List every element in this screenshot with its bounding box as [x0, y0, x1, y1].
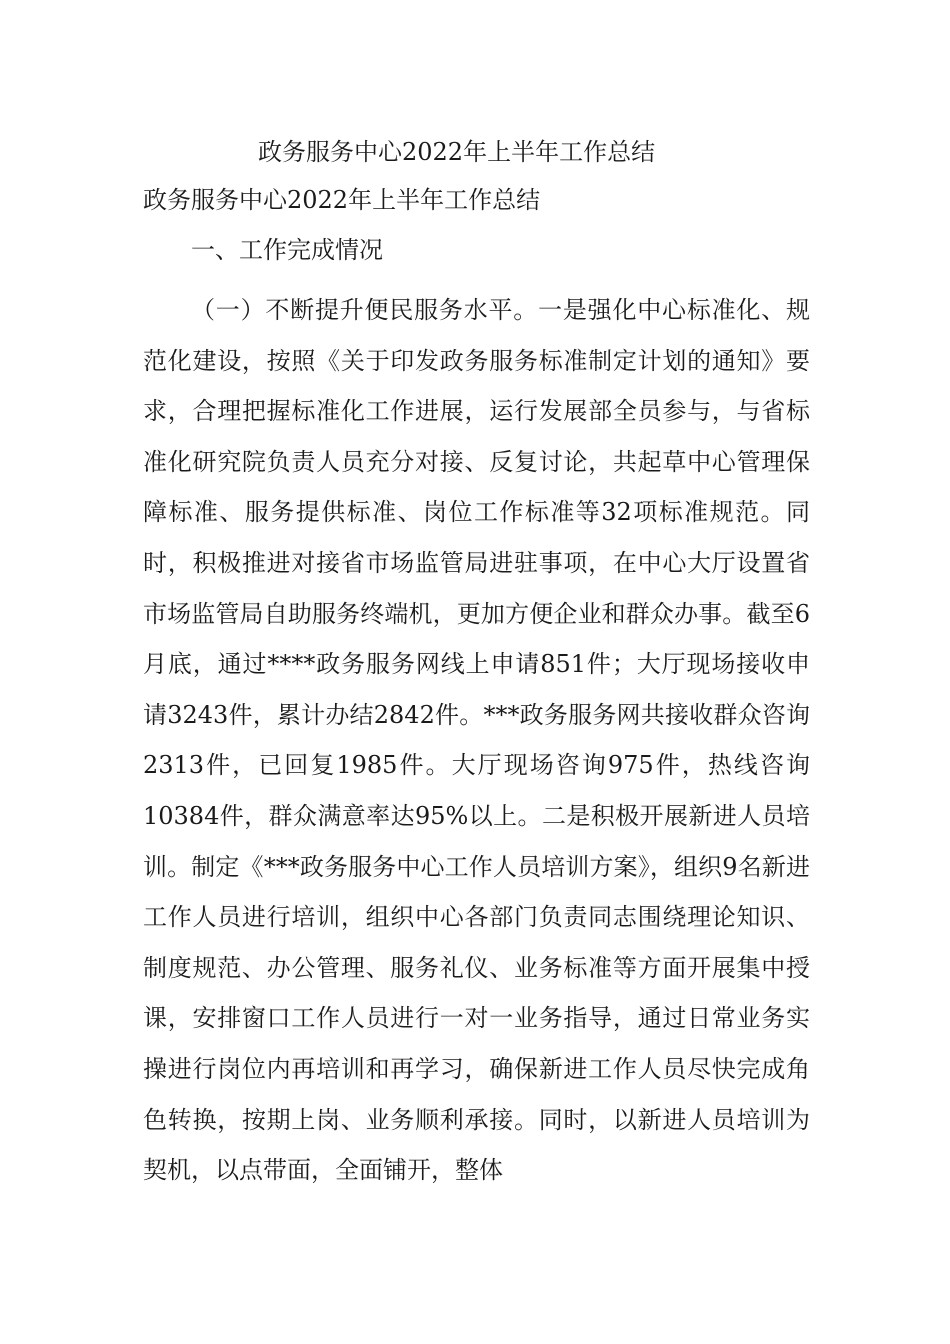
section-heading: 一、工作完成情况: [191, 236, 383, 264]
body-paragraph: （一）不断提升便民服务水平。一是强化中心标准化、规范化建设，按照《关于印发政务服务标准制定计划的通知》要求，合理把握标准化工作进展，运行发展部全员参与，与省标准化研究院负责人员充分对接、反复讨论，共起草中心管理保障标准、服务提供标准、岗位工作标准等32项标准规范。同时，积极推进对接省市场监管局进驻事项，在中心大厅设置省市场监管局自助服务终端机，更加方便企业和群众办事。截至6月底，通过****政务服务网线上申请851件；大厅现场接收申请3243件，累计办结2842件。***政务服务网共接收群众咨询2313件，已回复1985件。大厅现场咨询975件，热线咨询10384件，群众满意率达95%以上。二是积极开展新进人员培训。制定《***政务服务中心工作人员培训方案》，组织9名新进工作人员进行培训，组织中心各部门负责同志围绕理论知识、制度规范、办公管理、服务礼仪、业务标准等方面开展集中授课，安排窗口工作人员进行一对一业务指导，通过日常业务实操进行岗位内再培训和再学习，确保新进工作人员尽快完成角色转换，按期上岗、业务顺利承接。同时，以新进人员培训为契机，以点带面，全面铺开，整体: [143, 296, 810, 1185]
document-title: 政务服务中心2022年上半年工作总结: [258, 138, 656, 166]
document-subtitle: 政务服务中心2022年上半年工作总结: [143, 186, 541, 214]
